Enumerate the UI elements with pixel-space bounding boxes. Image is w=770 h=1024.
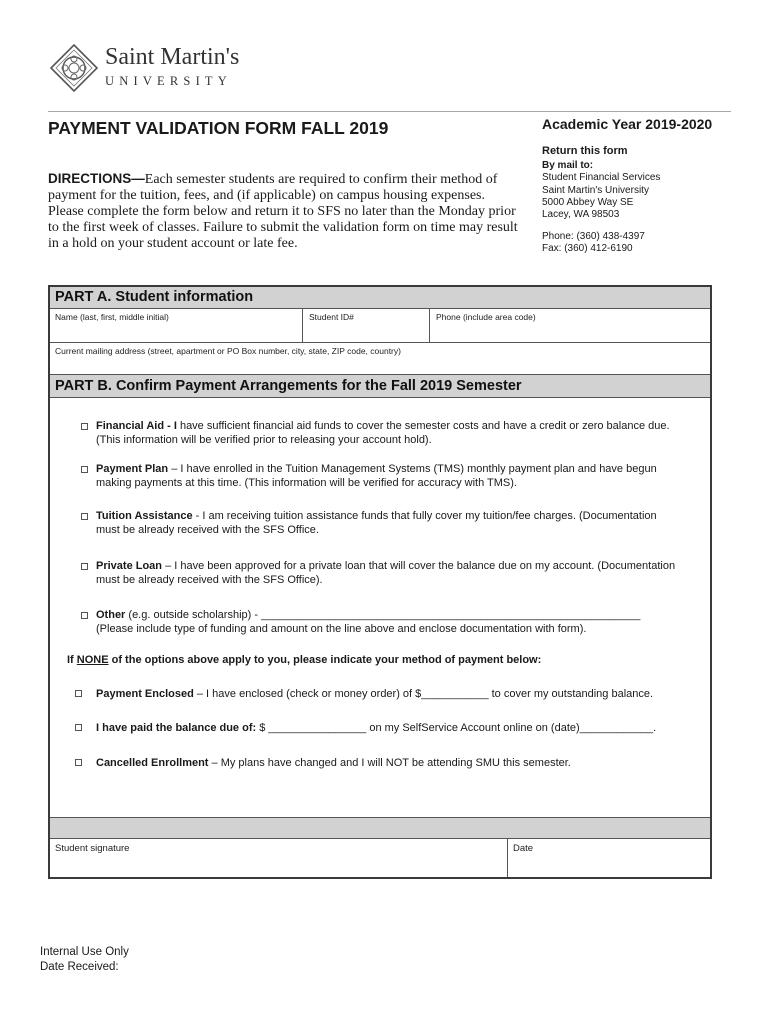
option-text: (e.g. outside scholarship) - ______________________________________________________________: [125, 609, 641, 621]
option-text: – I have enrolled in the Tuition Management Systems (TMS) monthly payment plan and have begun: [168, 463, 657, 475]
none-suffix: of the options above apply to you, please indicate your method of payment below:: [108, 654, 542, 666]
part-a-header: [50, 287, 710, 309]
option-private-loan: [96, 559, 675, 587]
option-note: (This information will be verified prior to releasing your account hold).: [96, 434, 432, 446]
cancelled-enrollment-checkbox[interactable]: [75, 759, 82, 766]
contact-phones: [542, 231, 645, 256]
option-label: Private Loan: [96, 560, 163, 572]
tuition-assistance-checkbox[interactable]: [81, 513, 88, 520]
fax-number: Fax: (360) 412-6190: [542, 243, 633, 255]
method-label: Cancelled Enrollment: [96, 757, 209, 769]
address-field[interactable]: [50, 343, 710, 374]
option-note: must be already received with the SFS Office).: [96, 574, 323, 586]
method-text: – My plans have changed and I will NOT be attending SMU this semester.: [208, 757, 571, 769]
option-tuition-assistance: [96, 509, 657, 537]
none-prefix: If: [67, 654, 77, 666]
divider: [302, 309, 303, 342]
name-field[interactable]: [50, 309, 302, 342]
internal-use-label: Internal Use Only: [40, 946, 129, 958]
mail-line-3: 5000 Abbey Way SE: [542, 196, 634, 208]
directions-heading: DIRECTIONS—: [48, 171, 145, 186]
method-payment-enclosed: [96, 687, 653, 701]
mail-line-1: Student Financial Services: [542, 172, 661, 184]
none-instruction: [67, 653, 541, 667]
date-received-label: Date Received:: [40, 961, 119, 973]
internal-use-block: [40, 945, 129, 975]
financial-aid-checkbox[interactable]: [81, 423, 88, 430]
mail-line-2: Saint Martin's University: [542, 184, 649, 196]
name-field-label: Name (last, first, middle initial): [55, 312, 169, 322]
method-text: $ ________________ on my SelfService Account online on (date)____________.: [256, 722, 657, 734]
option-note: (Please include type of funding and amount on the line above and enclose documentation with form).: [96, 623, 587, 635]
by-mail-label: By mail to:: [542, 160, 594, 171]
form-box: [48, 285, 712, 879]
option-text: have sufficient financial aid funds to cover the semester costs and have a credit or zero balance due.: [176, 420, 670, 432]
option-note: making payments at this time. (This information will be verified for accuracy with TMS).: [96, 477, 517, 489]
other-checkbox[interactable]: [81, 612, 88, 619]
option-financial-aid: [96, 419, 670, 447]
date-field[interactable]: [508, 839, 710, 877]
option-label: Payment Plan: [96, 463, 169, 475]
option-other: [96, 608, 640, 636]
header-divider: [48, 111, 731, 112]
method-label: I have paid the balance due of:: [96, 722, 257, 734]
option-label: Financial Aid - I: [96, 420, 177, 432]
divider: [507, 839, 508, 877]
phone-field[interactable]: [430, 309, 710, 342]
part-a-title: PART A. Student information: [55, 289, 254, 305]
form-title: PAYMENT VALIDATION FORM FALL 2019: [48, 118, 389, 138]
phone-field-label: Phone (include area code): [436, 312, 536, 322]
university-name: Saint Martin's: [105, 44, 240, 70]
method-balance-paid: [96, 721, 656, 735]
mailing-address-block: [542, 160, 660, 221]
address-field-label: Current mailing address (street, apartment or PO Box number, city, state, ZIP code, country): [55, 346, 401, 356]
phone-number: Phone: (360) 438-4397: [542, 231, 645, 242]
none-word: NONE: [76, 654, 109, 666]
option-label: Tuition Assistance: [96, 510, 193, 522]
directions-text: Each semester students are required to confirm their method of payment for the tuition, fees, and (if applicable) on campus housing expenses. Please complete the form below and return it to SFS no later than the Monday prior to the first week of classes. Failure to submit the validation form on time may result in a hold on your student account or late fee.: [48, 172, 518, 251]
student-id-field-label: Student ID#: [309, 312, 354, 322]
private-loan-checkbox[interactable]: [81, 563, 88, 570]
part-b-title: PART B. Confirm Payment Arrangements for the Fall 2019 Semester: [55, 378, 522, 394]
payment-enclosed-checkbox[interactable]: [75, 690, 82, 697]
mail-line-4: Lacey, WA 98503: [542, 209, 620, 221]
date-label: Date: [513, 843, 534, 854]
student-signature-field[interactable]: [50, 839, 506, 877]
method-text: – I have enclosed (check or money order) of $___________ to cover my outstanding balance.: [193, 688, 654, 700]
method-cancelled-enrollment: [96, 756, 571, 770]
directions-paragraph: [48, 171, 518, 252]
option-payment-plan: [96, 462, 657, 490]
method-label: Payment Enclosed: [96, 688, 194, 700]
signature-header-bar: [50, 817, 710, 839]
academic-year: Academic Year 2019-2020: [542, 116, 713, 132]
part-b-header: [50, 374, 710, 398]
payment-plan-checkbox[interactable]: [81, 466, 88, 473]
university-word: UNIVERSITY: [105, 74, 232, 88]
option-note: must be already received with the SFS Office.: [96, 524, 319, 536]
option-label: Other: [96, 609, 126, 621]
option-text: - I am receiving tuition assistance funds that fully cover my tuition/fee charges. (Documentation: [192, 510, 657, 522]
student-id-field[interactable]: [303, 309, 429, 342]
return-title: Return this form: [542, 145, 628, 157]
divider: [429, 309, 430, 342]
balance-paid-checkbox[interactable]: [75, 724, 82, 731]
student-signature-label: Student signature: [55, 843, 130, 854]
option-text: – I have been approved for a private loan that will cover the balance due on my account. (Documentation: [162, 560, 676, 572]
university-logo-icon: [50, 44, 98, 92]
